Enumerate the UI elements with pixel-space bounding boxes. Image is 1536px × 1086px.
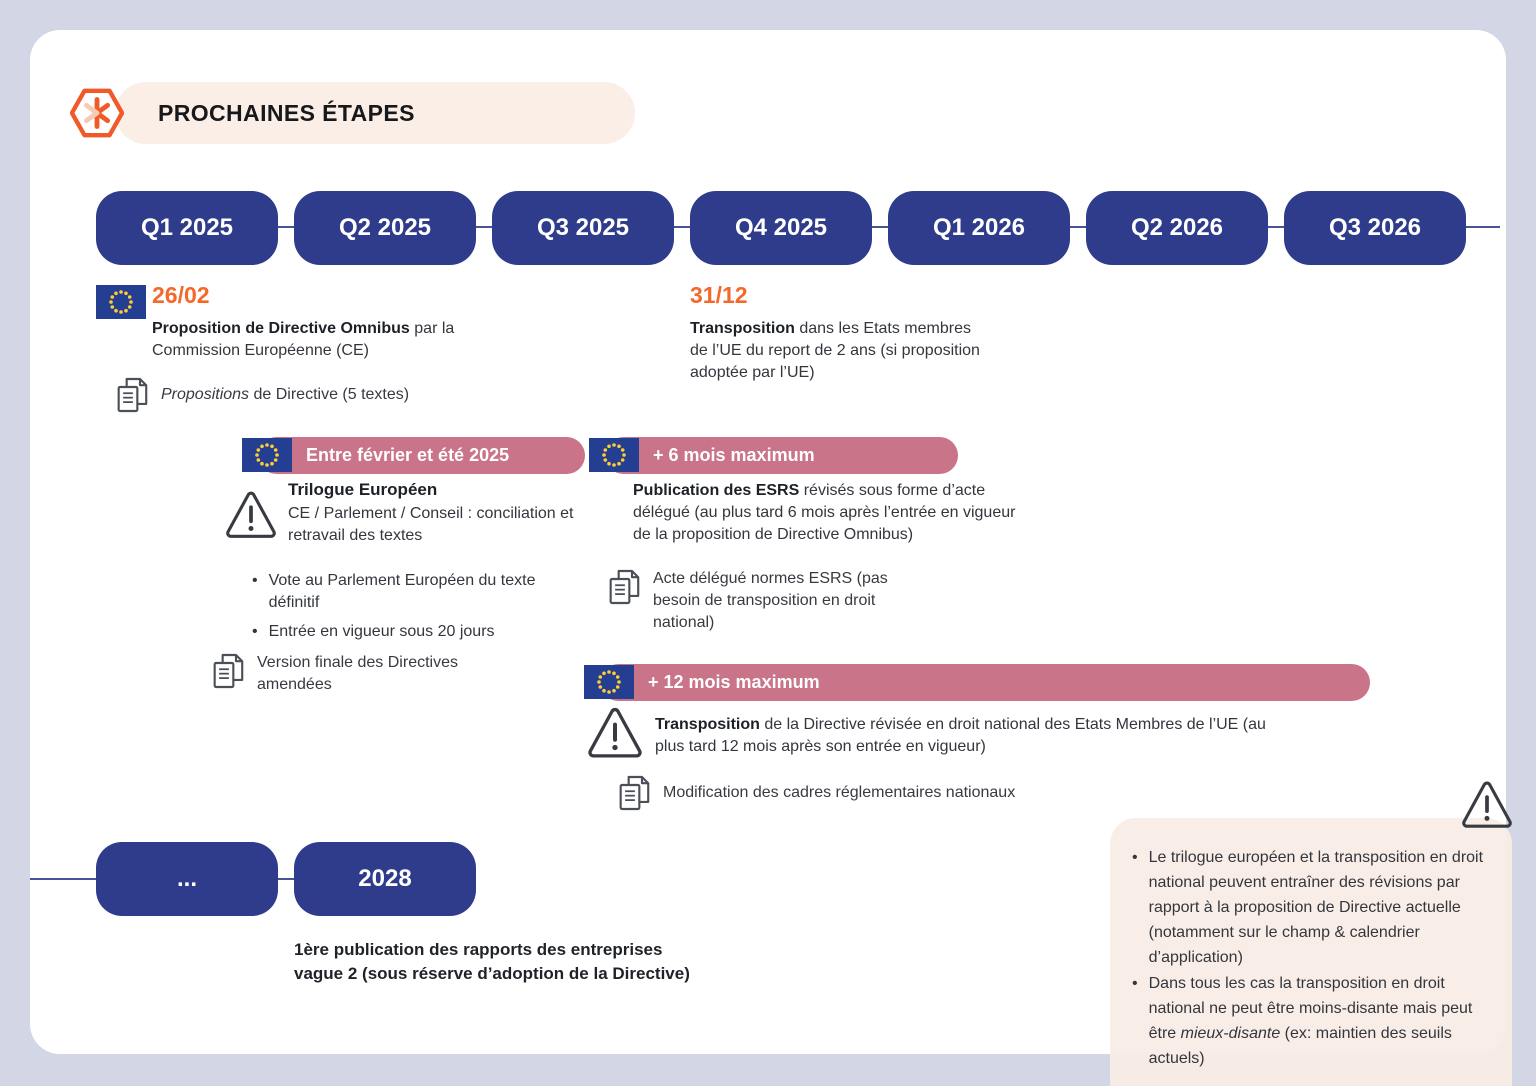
bullet-dot: • xyxy=(252,623,258,640)
timeline-quarter: Q1 2026 xyxy=(888,191,1070,265)
document-row xyxy=(116,376,486,414)
document-label: Modification des cadres réglementaires nationaux xyxy=(663,784,1016,801)
note-panel xyxy=(1110,818,1512,1086)
bullet-dot: • xyxy=(1132,975,1138,992)
document-icon xyxy=(212,652,244,690)
bullet-dot: • xyxy=(252,572,258,589)
timeline-quarter: Q3 2026 xyxy=(1284,191,1466,265)
timeline-quarter: Q2 2026 xyxy=(1086,191,1268,265)
warning-icon xyxy=(586,706,644,760)
note-bullet-1: Le trilogue européen et la transposition en droit national peuvent entraîner des révisions par rapport à la proposition de Directive actuelle (notamment sur le champ & calendrier d’application) xyxy=(1148,849,1484,966)
banner-label: + 6 mois maximum xyxy=(653,445,815,465)
page-title: PROCHAINES ÉTAPES xyxy=(158,99,415,126)
event-description-rest: dans les Etats membres de l’UE du report de 2 ans (si proposition adoptée par l’UE) xyxy=(690,320,980,381)
document-icon xyxy=(618,774,650,812)
trilogue-title: Trilogue Européen xyxy=(288,480,438,499)
transposition-description-rest: de la Directive révisée en droit national des Etats Membres de l’UE (au plus tard 12 mois après son entrée en vigueur) xyxy=(655,716,1266,755)
banner-label: + 12 mois maximum xyxy=(648,672,820,692)
note-bullet-2-pre: Dans tous les cas la transposition en droit national ne peut être moins-disante mais peut être xyxy=(1148,975,1473,1042)
warning-icon xyxy=(1460,780,1514,830)
list-item xyxy=(252,621,582,643)
document-row xyxy=(608,568,918,634)
timeline-quarter: Q4 2025 xyxy=(690,191,872,265)
esrs-description-rest: révisés sous forme d’acte délégué (au plus tard 6 mois après l’entrée en vigueur de la proposition de Directive Omnibus) xyxy=(633,482,1016,543)
event-date: 26/02 xyxy=(152,282,210,308)
eu-flag-icon xyxy=(584,665,634,699)
trilogue-subtitle: CE / Parlement / Conseil : conciliation et retravail des textes xyxy=(288,505,574,544)
logo-hexagon-asterisk-icon xyxy=(70,84,124,142)
trilogue-bullets xyxy=(252,570,582,650)
list-item xyxy=(252,570,582,614)
eu-flag-icon xyxy=(96,285,146,319)
timeline-quarter: 2028 xyxy=(294,842,476,916)
esrs-description xyxy=(633,480,1033,546)
bullet-dot: • xyxy=(1132,849,1138,866)
header xyxy=(115,82,635,144)
list-item-text: Entrée en vigueur sous 20 jours xyxy=(268,623,495,640)
document-row xyxy=(212,652,512,696)
document-label: Version finale des Directives amendées xyxy=(257,654,458,693)
banner-trilogue xyxy=(258,437,585,474)
eu-flag-icon xyxy=(589,438,639,472)
event-description-rest: par la Commission Européenne (CE) xyxy=(152,320,455,359)
banner-esrs xyxy=(605,437,958,474)
document-label xyxy=(161,384,409,406)
timeline xyxy=(96,191,1466,265)
banner-label: Entre février et été 2025 xyxy=(306,445,510,465)
event-description-bold: Transposition xyxy=(690,320,795,337)
document-label-italic: Propositions xyxy=(161,386,250,403)
event-description xyxy=(690,318,990,384)
list-item xyxy=(1132,971,1494,1071)
note-bullet-2 xyxy=(1149,971,1494,1071)
document-label-rest: de Directive (5 textes) xyxy=(249,386,410,403)
document-icon xyxy=(608,568,640,606)
timeline-quarter: Q2 2025 xyxy=(294,191,476,265)
banner-transposition xyxy=(600,664,1370,701)
list-item xyxy=(1132,845,1494,970)
event-description xyxy=(152,318,487,362)
timeline-quarter: Q3 2025 xyxy=(492,191,674,265)
event-description-bold: Proposition de Directive Omnibus xyxy=(152,320,410,337)
transposition-description xyxy=(655,714,1270,758)
future-caption-line1: 1ère publication des rapports des entreprises xyxy=(294,940,663,959)
warning-icon xyxy=(224,490,278,540)
document-icon xyxy=(116,376,148,414)
event-date: 31/12 xyxy=(690,282,748,308)
document-row xyxy=(618,774,1098,812)
transposition-description-bold: Transposition xyxy=(655,716,760,733)
eu-flag-icon xyxy=(242,438,292,472)
note-bullet-2-post: (ex: maintien des seuils actuels) xyxy=(1148,1025,1452,1067)
document-label: Acte délégué normes ESRS (pas besoin de transposition en droit national) xyxy=(653,570,888,631)
future-caption xyxy=(294,938,724,986)
future-caption-line2: vague 2 (sous réserve d’adoption de la Directive) xyxy=(294,964,690,983)
note-bullet-2-italic: mieux-disante xyxy=(1180,1025,1281,1042)
future-timeline xyxy=(96,842,476,916)
list-item-text: Vote au Parlement Européen du texte définitif xyxy=(268,572,536,611)
timeline-quarter: Q1 2025 xyxy=(96,191,278,265)
timeline-quarter: ... xyxy=(96,842,278,916)
esrs-description-bold: Publication des ESRS xyxy=(633,482,800,499)
